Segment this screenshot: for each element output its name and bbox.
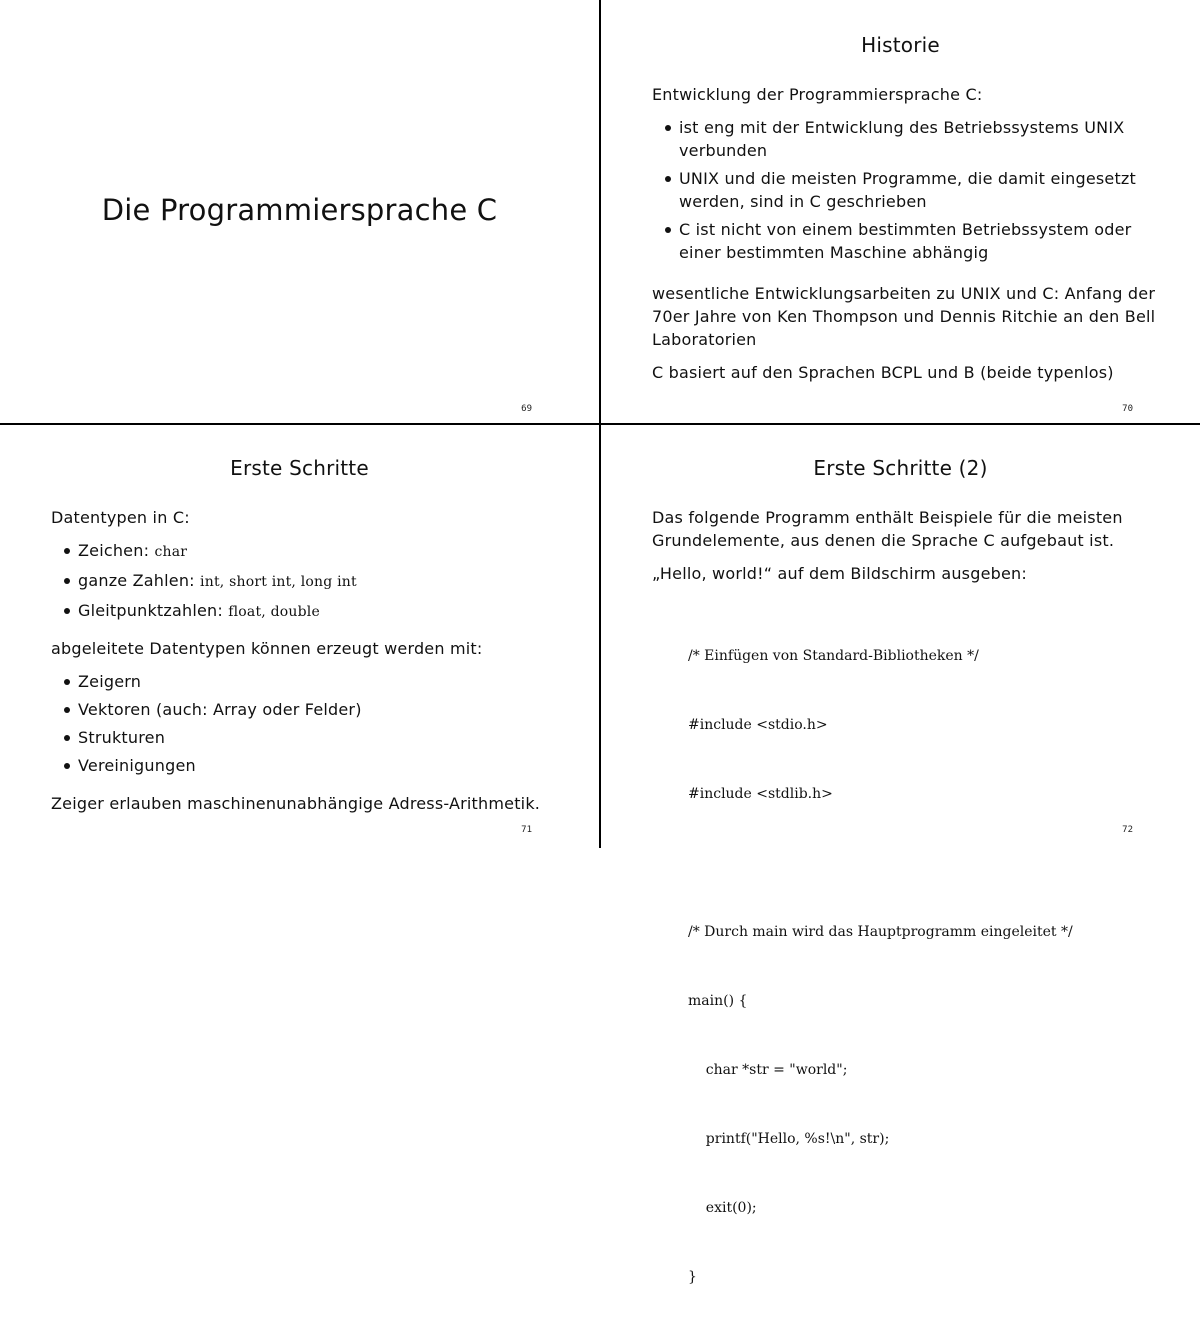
separator: , [219, 574, 230, 590]
list-item [51, 698, 559, 721]
derived-types-list [51, 670, 559, 777]
bullet-icon [64, 707, 70, 713]
list-item-label: Zeichen: [78, 541, 155, 560]
page-number: 70 [1122, 404, 1133, 414]
code-line: exit(0); [688, 1200, 757, 1216]
bullet-icon [64, 763, 70, 769]
separator: , [261, 604, 271, 620]
bullet-icon [665, 125, 671, 131]
bullet-icon [64, 735, 70, 741]
code-keyword: float [228, 604, 262, 620]
code-keyword: int [200, 574, 220, 590]
bullet-icon [64, 578, 70, 584]
code-line [688, 852, 1160, 875]
list-item-text: UNIX und die meisten Programme, die damit eingesetzt werden, sind in C geschrieben [679, 169, 1137, 211]
slide-69 [0, 0, 599, 423]
list-item-text: ist eng mit der Entwicklung des Betriebssystems UNIX verbunden [679, 118, 1125, 160]
list-item [652, 167, 1160, 213]
code-line: /* Einfügen von Standard-Bibliotheken */ [688, 648, 979, 664]
list-item [51, 599, 559, 624]
slide-71 [0, 425, 599, 848]
list-item-text: Vereinigungen [78, 756, 196, 775]
bullet-icon [665, 176, 671, 182]
page-number: 69 [521, 404, 532, 414]
slide-body [51, 506, 559, 815]
bullet-icon [64, 608, 70, 614]
code-line: printf("Hello, %s!\n", str); [688, 1131, 890, 1147]
slide-title: Die Programmiersprache C [101, 193, 498, 227]
list-item-text: C ist nicht von einem bestimmten Betriebssystem oder einer bestimmten Maschine abhängig [679, 220, 1132, 262]
page-number: 72 [1122, 825, 1133, 835]
separator: , [291, 574, 301, 590]
list-item-label: ganze Zahlen: [78, 571, 201, 590]
page-number: 71 [521, 825, 532, 835]
slide-title: Erste Schritte (2) [813, 456, 988, 480]
list-item [51, 569, 559, 594]
code-keyword: long int [300, 574, 357, 590]
paragraph: wesentliche Entwicklungsarbeiten zu UNIX und C: Anfang der 70er Jahre von Ken Thompson und Dennis Ritchie an den Bell Laboratorien [652, 284, 1156, 349]
code-keyword: char [154, 544, 188, 560]
slide-title: Historie [861, 33, 940, 57]
datatype-list [51, 539, 559, 624]
list-item [51, 539, 559, 564]
paragraph: Das folgende Programm enthält Beispiele für die meisten Grundelemente, aus denen die Sprache C aufgebaut ist. [652, 508, 1123, 550]
bullet-icon [665, 227, 671, 233]
list-item-text: Strukturen [78, 728, 166, 747]
bullet-icon [64, 548, 70, 554]
slide-70 [601, 0, 1200, 423]
slide-body [652, 506, 1160, 1335]
list-item [652, 218, 1160, 264]
code-keyword: double [270, 604, 320, 620]
code-line: /* Durch main wird das Hauptprogramm eingeleitet */ [688, 924, 1073, 940]
list-item-label: Gleitpunktzahlen: [78, 601, 229, 620]
horizontal-divider [0, 423, 1200, 425]
list-item-text: Vektoren (auch: Array oder Felder) [78, 700, 362, 719]
list-item-text: Zeigern [78, 672, 142, 691]
slide-72 [601, 425, 1200, 1285]
list-item [51, 670, 559, 693]
paragraph: „Hello, world!“ auf dem Bildschirm ausgeben: [652, 564, 1027, 583]
intro-text: Entwicklung der Programmiersprache C: [652, 85, 983, 104]
bullet-icon [64, 679, 70, 685]
code-line: #include <stdio.h> [688, 717, 828, 733]
code-line: main() { [688, 993, 748, 1009]
code-block [652, 599, 1160, 1335]
paragraph: Zeiger erlauben maschinenunabhängige Adress-Arithmetik. [51, 794, 541, 813]
code-keyword: short int [229, 574, 292, 590]
paragraph: abgeleitete Datentypen können erzeugt werden mit: [51, 639, 483, 658]
bullet-list [652, 116, 1160, 264]
list-item [51, 726, 559, 749]
code-line: #include <stdlib.h> [688, 786, 833, 802]
list-item [51, 754, 559, 777]
intro-text: Datentypen in C: [51, 508, 190, 527]
list-item [652, 116, 1160, 162]
code-line: } [688, 1269, 697, 1285]
slide-body [652, 83, 1160, 384]
paragraph: C basiert auf den Sprachen BCPL und B (beide typenlos) [652, 363, 1114, 382]
code-line: char *str = "world"; [688, 1062, 848, 1078]
slide-title: Erste Schritte [230, 456, 369, 480]
